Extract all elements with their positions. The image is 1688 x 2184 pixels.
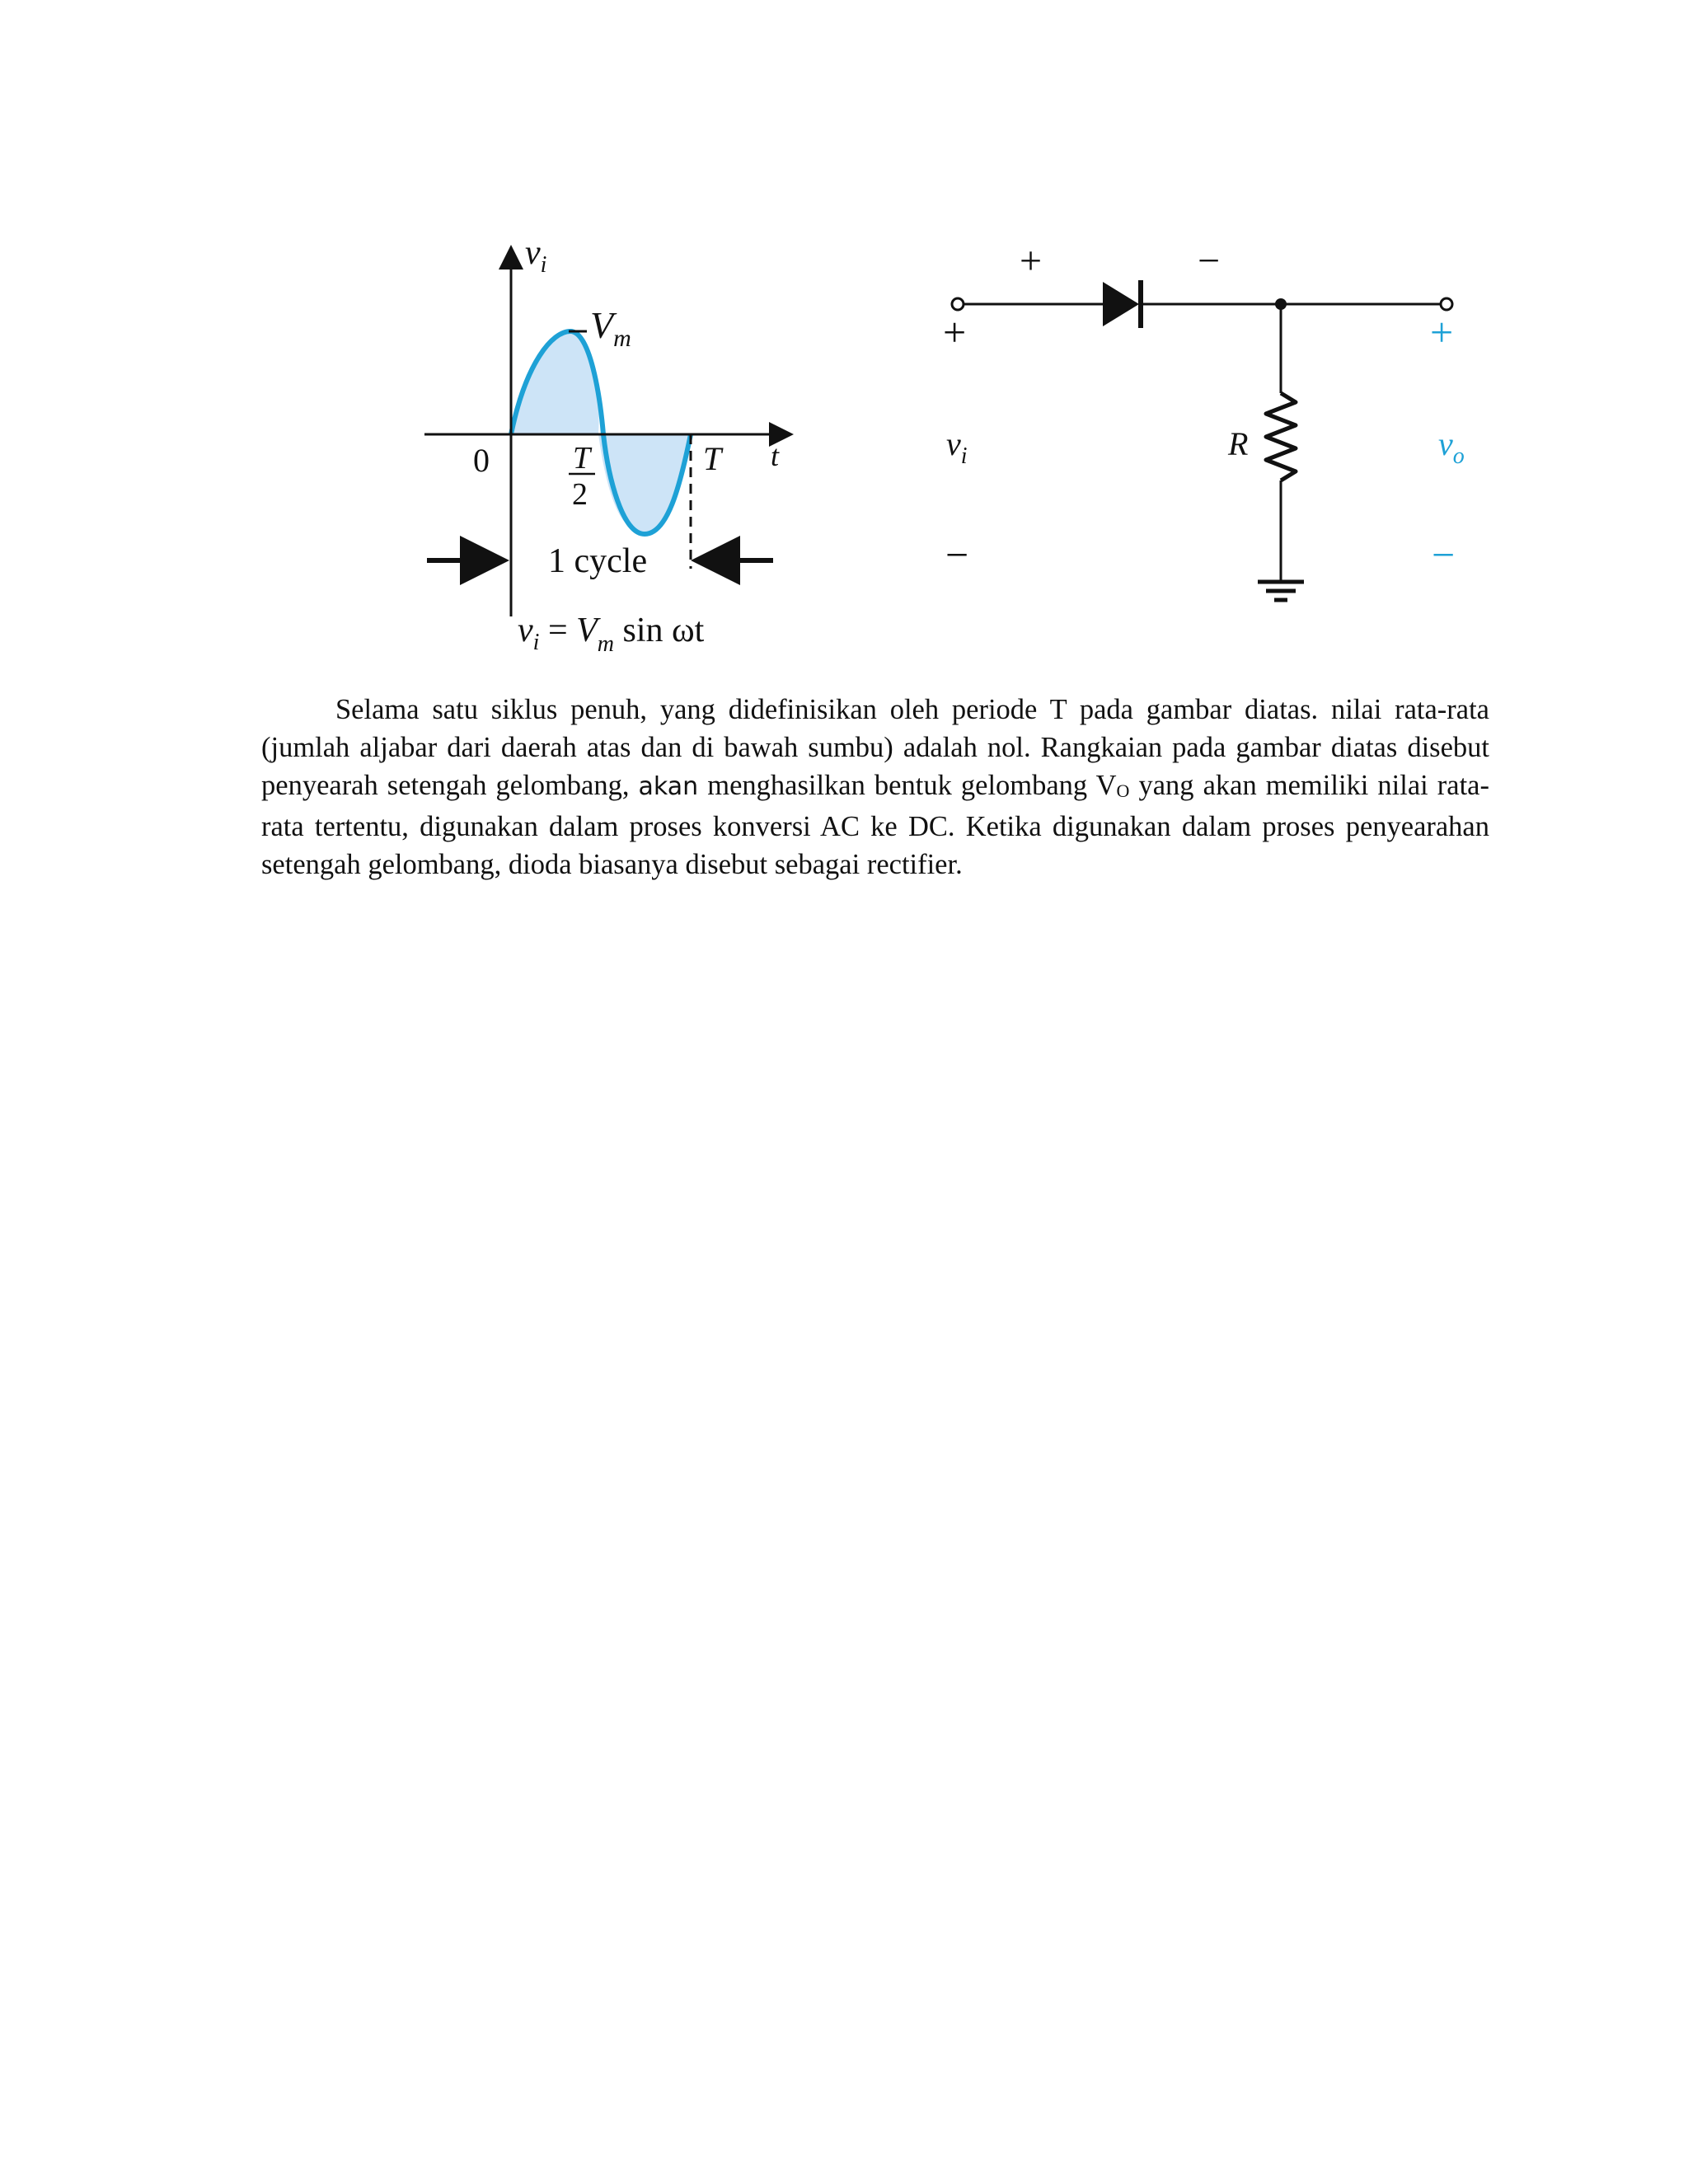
figure-svg [396, 223, 1500, 668]
diode-minus-sign: − [1198, 239, 1221, 283]
output-plus-sign: + [1430, 309, 1454, 355]
input-plus-sign: + [943, 309, 967, 355]
peak-label: $V_m$ [590, 304, 631, 352]
output-terminal-top [1441, 298, 1452, 310]
sine-waveform-graph [424, 234, 791, 657]
paragraph-subscript: O [1116, 780, 1130, 801]
input-voltage-label: $v_i$ [946, 425, 968, 469]
y-axis-label: $v_i$ [525, 234, 547, 278]
sine-equation: $v_i = V_m$ sin ωt [518, 612, 705, 657]
half-period-numerator: T [573, 441, 591, 476]
output-voltage-label: $v_o$ [1438, 425, 1465, 469]
halfwave-rectifier-circuit [943, 239, 1465, 600]
origin-label: 0 [473, 442, 490, 479]
cycle-label: 1 cycle [548, 542, 648, 580]
figure-halfwave-rectifier [396, 223, 1500, 668]
output-minus-sign: − [1432, 532, 1456, 578]
input-terminal-top [952, 298, 964, 310]
diode-plus-sign: + [1020, 239, 1043, 283]
paragraph-text-4: yang akan memiliki nilai rata-rata tertentu, digunakan dalam proses konversi AC ke DC. Ketika digunakan dalam proses penyearahan setengah gelombang, dioda biasanya disebut sebagai rectifier. [261, 770, 1489, 880]
period-label: T [703, 440, 722, 477]
resistor-label: R [1228, 425, 1249, 462]
half-period-denominator: 2 [572, 477, 588, 512]
diode-symbol [1103, 280, 1141, 328]
paragraph-text-3: menghasilkan bentuk gelombang V [698, 770, 1117, 801]
paragraph-text-1: Selama satu siklus penuh, yang didefinisikan oleh periode T pada gambar diatas. nilai rata-rata (jumlah aljabar dari daerah atas dan di bawah sumbu) adalah nol. Rangkaian pada gambar diatas disebut penyearah setengah gelombang, [261, 694, 1489, 801]
input-minus-sign: − [945, 532, 969, 578]
ground-icon [1258, 582, 1304, 600]
resistor-symbol [1266, 393, 1296, 480]
body-paragraph [261, 691, 1489, 883]
x-axis-label: t [771, 439, 780, 472]
paragraph-text-2: akan [638, 772, 699, 801]
